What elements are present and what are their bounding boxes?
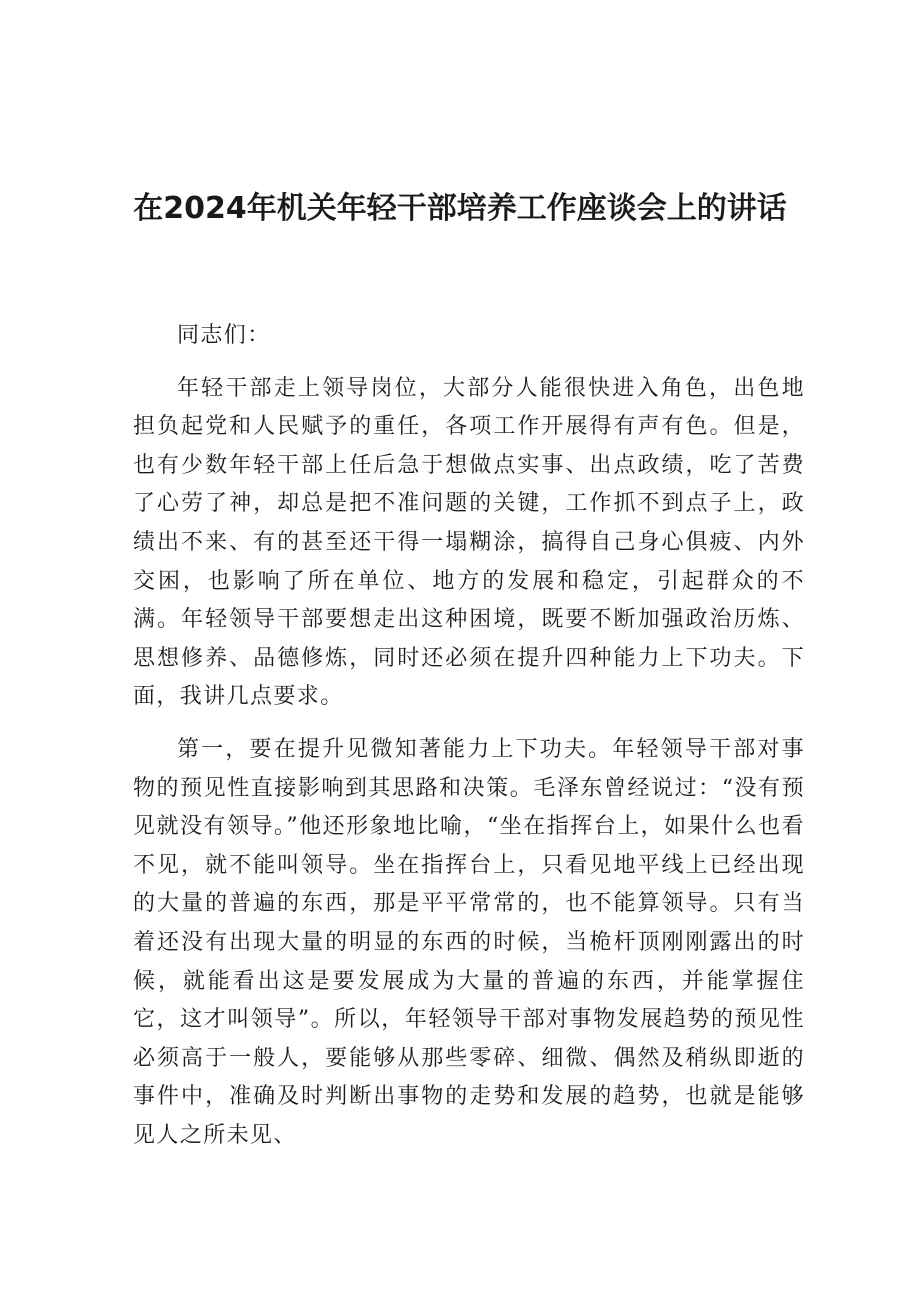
paragraph-intro: 年轻干部走上领导岗位，大部分人能很快进入角色，出色地担负起党和人民赋予的重任，各项工作开展得有声有色。但是，也有少数年轻干部上任后急于想做点实事、出点政绩，吃了苦费了心劳了神，却总是把不准问题的关键，工作抓不到点子上，政绩出不来、有的甚至还干得一塌糊涂，搞得自己身心俱疲、内外交困，也影响了所在单位、地方的发展和稳定，引起群众的不满。年轻领导干部要想走出这种困境，既要不断加强政治历炼、思想修养、品德修炼，同时还必须在提升四种能力上下功夫。下面，我讲几点要求。: [133, 375, 805, 710]
document-body: [133, 317, 805, 1155]
document-title: 在2024年机关年轻干部培养工作座谈会上的讲话: [133, 191, 787, 226]
salutation: 同志们：: [177, 323, 271, 348]
paragraph-first-point: 第一，要在提升见微知著能力上下功夫。年轻领导干部对事物的预见性直接影响到其思路和决策。毛泽东曾经说过：“没有预见就没有领导。”他还形象地比喻，“坐在指挥台上，如果什么也看不见，就不能叫领导。坐在指挥台上，只看见地平线上已经出现的大量的普遍的东西，那是平平常常的，也不能算领导。只有当着还没有出现大量的明显的东西的时候，当桅杆顶刚刚露出的时候，就能看出这是要发展成为大量的普遍的东西，并能掌握住它，这才叫领导”。所以，年轻领导干部对事物发展趋势的预见性必须高于一般人，要能够从那些零碎、细微、偶然及稍纵即逝的事件中，准确及时判断出事物的走势和发展的趋势，也就是能够见人之所未见、: [133, 736, 805, 1148]
